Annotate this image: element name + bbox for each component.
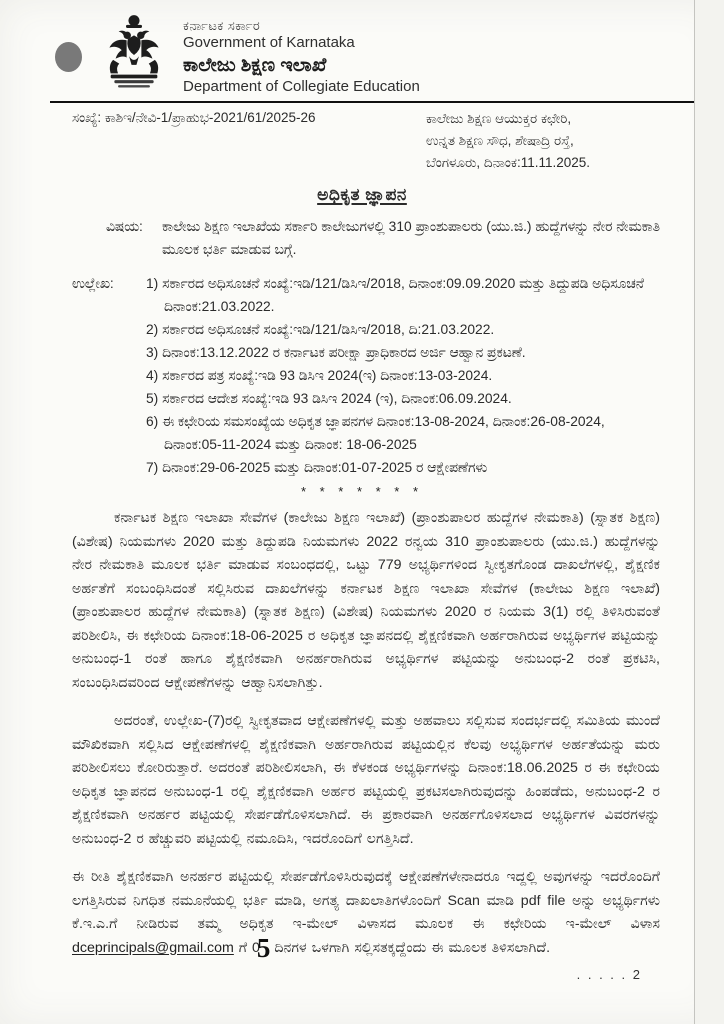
body-paragraph-3-text: ಈ ರೀತಿ ಶೈಕ್ಷಣಿಕವಾಗಿ ಅನರ್ಹರ ಪಟ್ಟಿಯಲ್ಲಿ ಸೇರ್ಪಡೆಗೊಳಿಸಿರುವುದಕ್ಕೆ ಆಕ್ಷೇಪಣೆಗಳೇನಾದರೂ ಇದ್ದಲ್ಲಿ ಅವುಗಳನ್ನು ಇದರೊಂದಿಗೆ ಲಗತ್ತಿಸಿರುವ ನಿಗಧಿತ ನಮೂನೆಯಲ್ಲಿ ಭರ್ತಿ ಮಾಡಿ, ಅಗತ್ಯ ದಾಖಲಾತಿಗಳೊಂದಿಗೆ Scan ಮಾಡಿ pdf file ಅನ್ನು ಅಭ್ಯರ್ಥಿಗಳು ಕೆ.ಇ.ಎ.ಗೆ ನೀಡಿರುವ ತಮ್ಮ ಅಧಿಕೃತ ಇ-ಮೇಲ್ ವಿಳಾಸದ ಮೂಲಕ ಈ ಕಛೇರಿಯ ಇ-ಮೇಲ್ ವಿಳಾಸ [72, 869, 660, 932]
office-address-block [426, 108, 664, 174]
page-number: . . . . . 2 [576, 967, 642, 982]
reference-item: 1) ಸರ್ಕಾರದ ಅಧಿಸೂಚನೆ ಸಂಖ್ಯೆ:ಇಡಿ/121/ಡಿಸಿಇ/2018, ದಿನಾಂಕ:09.09.2020 ಮತ್ತು ತಿದ್ದುಪಡಿ ಅಧಿಸೂಚನೆ ದಿನಾಂಕ:21.03.2022. [146, 276, 644, 314]
body-paragraph-2: ಅದರಂತೆ, ಉಲ್ಲೇಖ-(7)ರಲ್ಲಿ ಸ್ವೀಕೃತವಾದ ಆಕ್ಷೇಪಣೆಗಳಲ್ಲಿ ಮತ್ತು ಅಹವಾಲು ಸಲ್ಲಿಸುವ ಸಂದರ್ಭದಲ್ಲಿ ಸಮಿತಿಯ ಮುಂದೆ ಮೌಖಿಕವಾಗಿ ಸಲ್ಲಿಸಿದ ಆಕ್ಷೇಪಣೆಗಳಲ್ಲಿ ಶೈಕ್ಷಣಿಕವಾಗಿ ಅರ್ಹರಾಗಿರುವ ಪಟ್ಟಿಯಲ್ಲಿನ ಕೆಲವು ಅಭ್ಯರ್ಥಿಗಳ ಅರ್ಹತೆಯನ್ನು ಮರು ಪರಿಶೀಲಿಸಲು ಕೋರಿರುತ್ತಾರೆ. ಅದರಂತೆ ಪರಿಶೀಲಿಸಲಾಗಿ, ಈ ಕೆಳಕಂಡ ಅಭ್ಯರ್ಥಿಗಳನ್ನು ದಿನಾಂಕ:18.06.2025 ರ ಈ ಕಛೇರಿಯ ಅಧಿಕೃತ ಜ್ಞಾಪನದ ಅನುಬಂಧ-1 ರಲ್ಲಿ ಶೈಕ್ಷಣಿಕವಾಗಿ ಅರ್ಹರ ಪಟ್ಟಿಯಲ್ಲಿ ಪ್ರಕಟಿಸಲಾಗಿರುವುದನ್ನು ಹಿಂಪಡೆದು, ಅನುಬಂಧ-2 ರ ಶೈಕ್ಷಣಿಕವಾಗಿ ಅನರ್ಹರ ಪಟ್ಟಿಯಲ್ಲಿ ಸೇರ್ಪಡೆಗೊಳಿಸಲಾಗಿದೆ. ಈ ಪ್ರಕಾರವಾಗಿ ಅನರ್ಹಗೊಳಿಸಲಾದ ಅಭ್ಯರ್ಥಿಗಳ ವಿವರಗಳನ್ನು ಅನುಬಂಧ-2 ರ ಹೆಚ್ಚುವರಿ ಪಟ್ಟಿಯಲ್ಲಿ ನಮೂದಿಸಿ, ಇದರೊಂದಿಗೆ ಲಗತ್ತಿಸಿದೆ. [72, 713, 660, 847]
dept-title-kannada: ಕಾಲೇಜು ಶಿಕ್ಷಣ ಇಲಾಖೆ [183, 55, 327, 76]
dept-title-english: Department of Collegiate Education [183, 77, 420, 95]
reference-item: 7) ದಿನಾಂಕ:29-06-2025 ಮತ್ತು ದಿನಾಂಕ:01-07-2025 ರ ಆಕ್ಷೇಪಣೆಗಳು [146, 460, 488, 475]
body-paragraph-3-text: ದಿನಗಳ ಒಳಗಾಗಿ ಸಲ್ಲಿಸತಕ್ಕದ್ದೆಂದು ಈ ಮೂಲಕ ತಿಳಿಸಲಾಗಿದೆ. [269, 939, 551, 956]
office-address-line: ಕಾಲೇಜು ಶಿಕ್ಷಣ ಆಯುಕ್ತರ ಕಛೇರಿ, [426, 111, 572, 126]
office-address-line: ಬೆಂಗಳೂರು, ದಿನಾಂಕ:11.11.2025. [426, 155, 591, 170]
reference-item: 4) ಸರ್ಕಾರದ ಪತ್ರ ಸಂಖ್ಯೆ:ಇಡಿ 93 ಡಿಸಿಇ 2024(ಇ) ದಿನಾಂಕ:13-03-2024. [146, 368, 493, 383]
body-paragraph-1: ಕರ್ನಾಟಕ ಶಿಕ್ಷಣ ಇಲಾಖಾ ಸೇವೆಗಳ (ಕಾಲೇಜು ಶಿಕ್ಷಣ ಇಲಾಖೆ) (ಪ್ರಾಂಶುಪಾಲರ ಹುದ್ದೆಗಳ ನೇಮಕಾತಿ) (ಸ್ನಾತಕ ಶಿಕ್ಷಣ) (ವಿಶೇಷ) ನಿಯಮಗಳು 2020 ಮತ್ತು ತಿದ್ದುಪಡಿ ನಿಯಮಗಳು 2022 ರನ್ವಯ 310 ಪ್ರಾಂಶುಪಾಲರು (ಯು.ಜಿ.) ಹುದ್ದೆಗಳನ್ನು ನೇರ ನೇಮಕಾತಿ ಮೂಲಕ ಭರ್ತಿ ಮಾಡುವ ಸಂಬಂಧದಲ್ಲಿ, ಒಟ್ಟು 779 ಅಭ್ಯರ್ಥಿಗಳಿಂದ ಸ್ವೀಕೃತಗೊಂಡ ದಾಖಲೆಗಳಲ್ಲಿ, ಶೈಕ್ಷಣಿಕ ಅರ್ಹತೆಗೆ ಸಂಬಂಧಿಸಿದಂತೆ ಸಲ್ಲಿಸಿರುವ ದಾಖಲೆಗಳನ್ನು ಕರ್ನಾಟಕ ಶಿಕ್ಷಣ ಇಲಾಖಾ ಸೇವೆಗಳ (ಕಾಲೇಜು ಶಿಕ್ಷಣ ಇಲಾಖೆ) (ಪ್ರಾಂಶುಪಾಲರ ಹುದ್ದೆಗಳ ನೇಮಕಾತಿ) (ಸ್ನಾತಕ ಶಿಕ್ಷಣ) (ವಿಶೇಷ) ನಿಯಮಗಳು 2020 ರ ನಿಯಮ 3(1) ರಲ್ಲಿ ತಿಳಿಸಿರುವಂತೆ ಪರಿಶೀಲಿಸಿ, ಈ ಕಛೇರಿಯ ದಿನಾಂಕ:18-06-2025 ರ ಅಧಿಕೃತ ಜ್ಞಾಪನದಲ್ಲಿ ಶೈಕ್ಷಣಿಕವಾಗಿ ಅರ್ಹರಾಗಿರುವ ಅಭ್ಯರ್ಥಿಗಳ ಪಟ್ಟಿಯನ್ನು ಅನುಬಂಧ-1 ರಂತೆ ಹಾಗೂ ಶೈಕ್ಷಣಿಕವಾಗಿ ಅನರ್ಹರಾಗಿರುವ ಅಭ್ಯರ್ಥಿಗಳ ಪಟ್ಟಿಯನ್ನು ಅನುಬಂಧ-2 ರಂತೆ ಪ್ರಕಟಿಸಿ, ಸಂಬಂಧಿಸಿದವರಿಂದ ಆಕ್ಷೇಪಣೆಗಳನ್ನು ಆಹ್ವಾನಿಸಲಾಗಿತ್ತು. [72, 510, 660, 691]
handwritten-five: 5 [256, 932, 271, 963]
reference-item: 3) ದಿನಾಂಕ:13.12.2022 ರ ಕರ್ನಾಟಕ ಪರೀಕ್ಷಾ ಪ್ರಾಧಿಕಾರದ ಅರ್ಜಿ ಆಹ್ವಾನ ಪ್ರಕಟಣೆ. [146, 345, 526, 360]
body-paragraph-3-text: ಗೆ 0 [233, 939, 260, 956]
email-link[interactable]: dceprincipals@gmail.com [72, 939, 234, 956]
subject-text: ಕಾಲೇಜು ಶಿಕ್ಷಣ ಇಲಾಖೆಯ ಸರ್ಕಾರಿ ಕಾಲೇಜುಗಳಲ್ಲಿ 310 ಪ್ರಾಂಶುಪಾಲರು (ಯು.ಜಿ.) ಹುದ್ದೆಗಳನ್ನು ನೇರ ನೇಮಕಾತಿ ಮೂಲಕ ಭರ್ತಿ ಮಾಡುವ ಬಗ್ಗೆ. [162, 219, 660, 257]
reference-item: 6) ಈ ಕಛೇರಿಯ ಸಮಸಂಖ್ಯೆಯ ಅಧಿಕೃತ ಜ್ಞಾಪನಗಳ ದಿನಾಂಕ:13-08-2024, ದಿನಾಂಕ:26-08-2024, ದಿನಾಂಕ:05-11-2024 ಮತ್ತು ದಿನಾಂಕ: 18-06-2025 [146, 414, 605, 452]
govt-title-english: Government of Karnataka [183, 34, 355, 52]
subject-label: ವಿಷಯ: [106, 219, 143, 234]
karnataka-state-emblem-icon [97, 12, 171, 98]
references-label: ಉಲ್ಲೇಖ: [72, 276, 114, 291]
references-block [72, 272, 662, 479]
office-address-line: ಉನ್ನತ ಶಿಕ್ಷಣ ಸೌಧ, ಶೇಷಾದ್ರಿ ರಸ್ತೆ, [426, 133, 574, 148]
govt-title-kannada: ಕರ್ನಾಟಕ ಸರ್ಕಾರ [183, 18, 261, 33]
reference-item: 5) ಸರ್ಕಾರದ ಆದೇಶ ಸಂಖ್ಯೆ:ಇಡಿ 93 ಡಿಸಿಇ 2024 (ಇ), ದಿನಾಂಕ:06.09.2024. [146, 391, 512, 406]
subject-block [106, 215, 660, 261]
punch-hole [55, 42, 82, 72]
asterisk-separator: * * * * * * * [300, 484, 424, 499]
body-paragraph-3 [72, 866, 660, 963]
reference-item: 2) ಸರ್ಕಾರದ ಅಧಿಸೂಚನೆ ಸಂಖ್ಯೆ:ಇಡಿ/121/ಡಿಸಿಇ/2018, ದಿ:21.03.2022. [146, 322, 495, 337]
references-list [146, 272, 662, 479]
letterhead [0, 0, 724, 98]
reference-number-row [0, 103, 724, 174]
document-title: ಅಧಿಕೃತ ಜ್ಞಾಪನ [317, 185, 407, 204]
scan-edge-artifact [694, 0, 724, 1024]
memo-number: ಸಂಖ್ಯೆ: ಕಾಶಿಇ/ನೇವಿ-1/ಪ್ರಾಹುಭ-2021/61/2025-26 [72, 110, 316, 125]
